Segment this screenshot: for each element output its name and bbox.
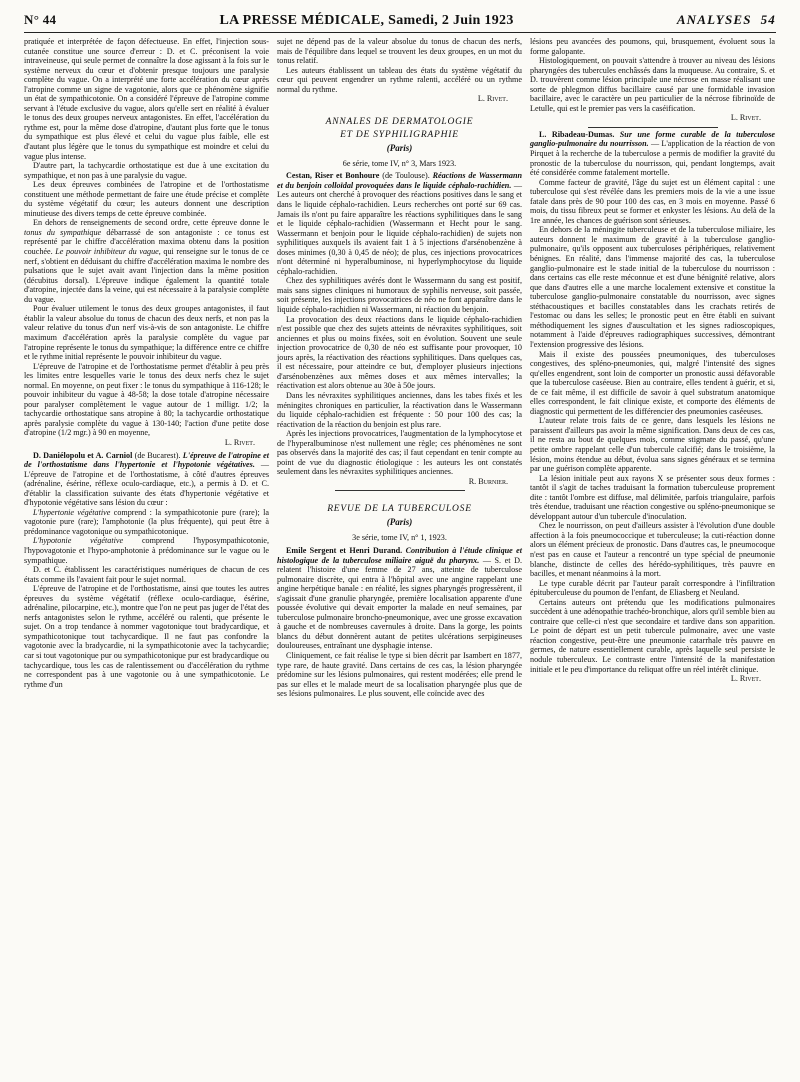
signature: L. Rivet. [730, 113, 761, 123]
paragraph: En dehors de la méningite tuberculeuse et de la tuberculose miliaire, les auteurs donnent le maximum de gravité à la tuberculose ganglio-pulmonaire, qu'ils opposent aux tuberculoses périphériques, relativement bénignes. En réalité, dans l'immense majorité des cas, la tuberculose ganglio-pulmonaire est le stade initial de la tuberculose du nourrisson : dans certains cas elle reste méconnue et est d'une bénignité relative, alors que dans d'autres elle a une marche localement extensive et constitue la tuberculose ganglio-pulmonaire constatable du nourrisson, avec signes stéthacoustiques et bacilles constatables dans les crachats retirés de l'estomac ou dans les selles; le pronostic peut en être établi en suivant méthodiquement les signes d'auscultation et les signes radioscopiques, notamment à l'aide d'épreuves radiographiques successives, démontrant l'extension progressive des lésions. [530, 225, 775, 349]
paragraph: Histologiquement, on pouvait s'attendre à trouver au niveau des lésions pharyngées des tubercules enchâssés dans la muqueuse. Au contraire, S. et D. trouvèrent comme lésion principale une nécrose en masse réalisant une sorte de phlegmon diffus bacillaire causé par une formidable invasion bacillaire, avec le caractère un peu particulier de la nécrose fibrinoïde de Letulle, qui est le premier pas vers la caséification. [530, 56, 775, 113]
paragraph: sujet ne dépend pas de la valeur absolue du tonus de chacun des nerfs, mais de l'équilibre dans lequel se trouvent les deux groupes, en un mot du tonus relatif. [277, 37, 522, 66]
article-authors: D. Daniélopolu et A. Carniol [33, 450, 133, 460]
article-abstract [24, 451, 269, 508]
paragraph: La lésion initiale peut aux rayons X se présenter sous deux formes : tantôt il s'agit de taches traduisant la formation tuberculeuse proprement dite : tantôt l'ombre est diffuse, mal délimitée, parfois triangulaire, parfois très étendue, traduisant une réaction congestive ou spléno-pneumonique se développant autour d'un tubercule d'inoculation. [530, 473, 775, 521]
article-title: L'épreuve de l'atropine et de l'orthostatisme dans l'hypertonie et l'hypotonie végétatives. [24, 450, 269, 470]
paragraph [24, 218, 269, 304]
journal-section-heading [277, 503, 522, 529]
paragraph: Dans les névraxites syphilitiques anciennes, dans les tabes fixés et les méningites chroniques en particulier, la réactivation dans le Wassermann du liquide céphalo-rachidien est fréquente : 50 pour 100 des cas; la réactivation de la réaction du benjoin est plus rare. [277, 390, 522, 429]
paragraph: Le type curable décrit par l'auteur paraît correspondre à l'infiltration épituberculeuse du poumon de l'enfant, de Eliasberg et Neuland. [530, 578, 775, 598]
article-abstract [530, 130, 775, 178]
issue-reference: 6e série, tome IV, n° 3, Mars 1923. [342, 158, 457, 168]
author-place: (de Bucarest). [132, 450, 183, 460]
paragraph: Chez le nourrisson, on peut d'ailleurs assister à l'évolution d'une double affection à la fois pneumococcique et tuberculeuse; la cuti-réaction donne alors un élément précieux de pronostic. Dans d'autres cas, le pneumocoque n'est pas en cause et l'auteur a rencontré un type spécial de pneumonie blanche, distincte de celles des hérédo-syphilitiques, très pauvre en bacilles, et menant néanmoins à la mort. [530, 521, 775, 579]
paragraph: L'épreuve de l'atropine et de l'orthostatisme, ainsi que toutes les autres épreuves du système végétatif (réflexe oculo-cardiaque, ésérine, adrénaline, pilocarpine, etc.), montre que l'on ne peut pas juger de l'état des nerfs antagonistes selon le rythme, accéléré ou ralenti, que présente le sujet. On a trop tendance à nommer vagotonique tout bradycardique, et sympathicotonique tout tachycardique. Il ne faut pas confondre la vagotonie avec la bradycardie, ni la sympathicotonie avec la tachycardie; car si tout vagotonique pur ou sympathicotonique pur est bradycardique ou tachycardique, tous les cas de ralentissement ou d'accélération du rythme ne correspondent pas à une vagotonie ou à une sympathicotonie. Le rythme d'un [24, 584, 269, 689]
signature: L. Rivet. [224, 437, 255, 447]
text-run: comprend : la sympathicotonie pure (rare); la vagotonie pure (rare); l'amphotonie (la plus fréquente), qui peut être à prédominance vagotonique ou sympathicotonique. [24, 507, 269, 536]
italic-term: Le pouvoir inhibiteur du vague [55, 247, 159, 257]
article-authors: Emile Sergent et Henri Durand. [286, 545, 403, 555]
page-number: 54 [760, 12, 776, 27]
paragraph: Pour évaluer utilement le tonus des deux groupes antagonistes, il faut établir la valeur absolue du tonus de chacun des deux nerfs, et non pas la valeur relative du tonus d'un nerf vis-à-vis de son antagoniste. Le chiffre maximum d'accélération après la paralysie complète du vague par l'atropine représente le tonus du sympathique; la différence entre ce chiffre et le rythme initial représente le pouvoir inhibiteur du vague. [24, 304, 269, 362]
paragraph: Chez des syphilitiques avérés dont le Wassermann du sang est positif, mais sans signes cliniques ni humoraux de syphilis nerveuse, soit passée, soit présente, les injections provocatrices de néo ne font apparaître dans le liquide céphalo-rachidien ni Wassermann, ni réaction du benjoin. [277, 276, 522, 315]
paragraph: Comme facteur de gravité, l'âge du sujet est un élément capital : une tuberculose qui s'est révélée dans les premiers mois de la vie a une issue fatale dans près de 90 pour 100 des cas, en 3 mois en moyenne. Passé 6 mois, du tissu fibreux peut se former et enkyster les lésions. Au delà de la 1re année, les chances de guérison sont sérieuses. [530, 177, 775, 225]
text-run: comprend l'hyposympathicotonie, l'hypovagotonie et l'hypo-amphotonie à prédominance sur le vague ou le sympathique. [24, 536, 269, 565]
italic-term: L'hypertonie végétative [33, 507, 111, 517]
signature: L. Rivet. [477, 94, 508, 104]
paragraph: Mais il existe des poussées pneumoniques, des tuberculoses congestives, des spléno-pneumonies, qui, malgré l'intensité des signes qu'elles engendrent, sont loin de comporter un pronostic aussi défavorable que la tuberculose caséeuse. Bien au contraire, elles tendent à guérir, et si, de ce fait même, il est difficile de savoir à quel substratum anatomique elles correspondent, le fait clinique existe, et comporte des éléments de diagnostic qui permettent de les différencier des pneumonies caséeuses. [530, 349, 775, 416]
paragraph: Les auteurs établissent un tableau des états du système végétatif du cœur qui peuvent engendrer un rythme ralenti, accéléré ou un rythme normal du rythme. [277, 65, 522, 94]
article-title: Contribution à l'étude clinique et histologique de la tuberculose miliaire aiguë du pharynx. [277, 545, 522, 565]
issue-number: N° 44 [24, 12, 57, 27]
section-journal-name: REVUE DE LA TUBERCULOSE [327, 504, 472, 515]
text-columns [24, 37, 776, 699]
article-authors: L. Ribadeau-Dumas. [539, 129, 615, 139]
paragraph: pratiquée et interprétée de façon défectueuse. En effet, l'injection sous-cutanée constitue une source d'erreur : D. et C. préconisent la voie intraveineuse, qui seule permet de connaître la dose agissant à la fois sur le système nerveux du cœur et d'obtenir presque toujours une paralysie complète du vague. On a interprété une forte accélération du cœur après l'atropine comme un signe de vagotonie, alors que ce phénomène signifie un état de sympathicotonie. On a considéré l'épreuve de l'atropine comme servant à l'étude exclusive du vague, alors qu'elle sert en réalité à évaluer le tonus des deux groupes nerveux antagonistes. En effet, l'accélération du rythme est, pour la même dose d'atropine, d'autant plus forte que le tonus du sympathique est plus élevé et celui du vague plus faible, elle est d'autant plus légère que le tonus du sympathique est moindre et celui du vague plus intense. [24, 37, 269, 161]
section-divider [335, 490, 465, 491]
paragraph: lésions peu avancées des poumons, qui, brusquement, évoluent sous la forme galopante. [530, 37, 775, 56]
paragraph [24, 536, 269, 565]
text-run: — L'épreuve de l'atropine et de l'orthostatisme, à côté d'autres épreuves (adrénaline, ésérine, réflexe oculo-cardiaque, etc.), a permis à D. et C. d'établir la classification suivante des états d'hypertonie végétative et d'hypotonie végétative sans lésion du cœur : [24, 460, 269, 508]
journal-section-heading [277, 116, 522, 155]
paragraph: L'épreuve de l'atropine et de l'orthostatisme permet d'établir à peu près les limites entre lesquelles varie le tonus des deux nerfs chez le sujet normal. En moyenne, on peut fixer : le tonus du sympathique à 116-128; le pouvoir inhibiteur du vague à 48-58; la dose totale d'atropine nécessaire pour paralyser complètement le vague autour de 1 milligr. 1/2; la tachycardie orthostatique sans atropine à 80; la tachycardie orthostatique après paralysie complète du vague à 130-140; l'action d'une petite dose d'atropine (1/2 mgr.) à 90 en moyenne, [24, 361, 269, 438]
journal-title: LA PRESSE MÉDICALE, Samedi, 2 Juin 1923 [219, 13, 514, 28]
article-title: Sur une forme curable de la tuberculose ganglio-pulmonaire du nourrisson. [530, 129, 775, 149]
article-abstract [277, 546, 522, 651]
article-abstract [277, 171, 522, 276]
italic-term: L'hypotonie végétative [33, 536, 124, 546]
paragraph: L'auteur relate trois faits de ce genre, dans lesquels les lésions ne paraissent d'ailleurs pas avoir la même signification. Dans deux de ces cas, il ne resta au bout de quelques mois, comme stigmate du passé, qu'une petite ombre rappelant celle d'un tubercule calcifié; dans le troisième, la lésion, moins étendue au début, évolua sans signes généraux et se termina par une guérison complète apparente. [530, 416, 775, 474]
section-journal-name-cont: ET DE SYPHILIGRAPHIE [340, 129, 459, 140]
article-divider [588, 127, 718, 128]
text-run: — L'application de la réaction de von Pirquet à la recherche de la tuberculose a permis de modifier la gravité du pronostic de la tuberculose du nourrisson, qui, pendant longtemps, avait été considérée comme fatalement mortelle. [530, 139, 775, 178]
paragraph: D. et C. établissent les caractéristiques numériques de chacun de ces états comme ils l'avaient fait pour le sujet normal. [24, 565, 269, 584]
text-run: — Les auteurs ont cherché à provoquer des réactions positives dans le sang et dans le liquide céphalo-rachidien. Leurs recherches ont porté sur 69 cas. Jamais ils n'ont pu faire apparaître les réactions syphilitiques dans le sang et le liquide céphalo-rachidien (Wassermann et Hecht pour le sang. Wassermann et benjoin pour le liquide céphalo-rachidien) de sujets non syphilitiques auxquels ils avaient fait 1 à 5 injections d'arsénobenzène à doses minimes (0,30 à 0,45 de néo); de plus, ces injections provocatrices n'ont déterminé ni hyperalbuminose, ni hyperlymphocytose du liquide céphalo-rachidien. [277, 180, 523, 276]
paragraph [24, 508, 269, 537]
column-left [24, 37, 269, 699]
article-title: Réactions de Wassermann et du benjoin colloïdal provoquées dans le liquide céphalo-rachidien. [277, 171, 522, 190]
column-middle [277, 37, 522, 699]
text-run: — S. et D. relatent l'histoire d'une femme de 27 ans, atteinte de tuberculose pulmonaire discrète, qui entra à l'hôpital avec une angine rappelant une angine herpétique banale : en réalité, les signes pharyngés progressèrent, il s'agissait d'une granulie pharyngée, première localisation apparente d'une poussée évolutive qui devait emporter la malade en neuf semaines, par tuberculose pulmonaire broncho-pneumonique, avec une grosse excavation à gauche et de nombreuses cavernules à droite. Dans la gorge, les points blancs du début donnèrent autant de petites ulcérations serpigineuses douloureuses, entraînant une dysphagie intense. [277, 555, 523, 651]
section-title [677, 12, 776, 28]
text-run: En dehors de renseignements de second ordre, cette épreuve donne le [33, 218, 269, 228]
section-city: (Paris) [386, 517, 413, 528]
italic-term: tonus du sympathique [24, 227, 102, 237]
paragraph: Cliniquement, ce fait réalise le type si bien décrit par Isambert en 1877, type rare, de haute gravité. Dans certains de ces cas, la lésion pharyngée prédomine sur les lésions pulmonaires, qui restent modérées; elle prend le pas sur elles et le malade meurt de sa localisation pharyngée plus que de ses lésions pulmonaires. Le plus souvent, elle coïncide avec des [277, 650, 522, 699]
signature: L. Rivet. [730, 674, 761, 684]
article-authors: Cestan, Riser et Bonhoure [286, 171, 380, 181]
paragraph: D'autre part, la tachycardie orthostatique est due à une excitation du sympathique, et non pas à une paralysie du vague. [24, 161, 269, 180]
author-place: (de Toulouse). [379, 171, 433, 181]
paragraph: Les deux épreuves combinées de l'atropine et de l'orthostatisme constituent une méthode permettant de faire une étude précise et complète du système végétatif du cœur; les auteurs donnent une description minutieuse des divers temps de cette épreuve combinée. [24, 180, 269, 218]
column-right [530, 37, 775, 699]
issue-reference: 3e série, tome IV, n° 1, 1923. [352, 533, 447, 543]
section-journal-name: ANNALES DE DERMATOLOGIE [325, 116, 474, 127]
section-city: (Paris) [386, 142, 413, 153]
paragraph: La provocation des deux réactions dans le liquide céphalo-rachidien n'est possible que chez des sujets atteints de névraxites syphilitiques, soit anciennes et plus ou moins fixées, soit en évolution. Souvent une seule injection provocatrice de 0,30 de néo est suffisante pour provoquer, 10 jours après, la réactivation des réactions syphilitiques. Dans quelques cas, il est nécessaire, pour atteindre ce but, d'employer plusieurs injections d'arsénobenzènes aux mêmes doses et aux mêmes intervalles; la réactivation est alors obtenue au 30e à 50e jours. [277, 314, 522, 391]
paragraph: Après les injections provocatrices, l'augmentation de la lymphocytose et de l'hyperalbuminose n'est nullement une règle; ces phénomènes ne sont pas observés dans la majorité des cas; il faut cependant en tenir compte au point de vue du diagnostic étiologique : les auteurs les ont constatés seulement dans les névraxites syphilitiques anciennes. [277, 429, 522, 477]
paragraph: Certains auteurs ont prétendu que les modifications pulmonaires succèdent à une adénopathie trachéo-bronchique, alors qu'il semble bien au contraire que celle-ci n'est que secondaire et tardive dans son apparition. Le point de départ est un petit tubercule pulmonaire, avec une vaste réaction congestive, peut-être une pneumonie catarrhale très pauvre en germes, de nature essentiellement curable, après laquelle seul persiste le nodule tuberculeux. Le contraste entre l'intensité de la manifestation initiale et le peu d'importance du reliquat offre un réel intérêt clinique. [530, 597, 775, 674]
text-run: , qui renseigne sur le tonus de ce nerf, s'obtient en déduisant du chiffre d'accélération maxima le nombre des pulsations que le sujet avait avant l'injection dans la même position (décubitus dorsal). L'épreuve indique également la quantité totale d'atropine, injectée dans la veine, qui est nécessaire à la paralysie complète du vague. [24, 247, 269, 304]
signature: R. Burnier. [468, 476, 508, 486]
page-header [24, 12, 776, 33]
section-name: ANALYSES [676, 12, 752, 27]
text-run: débarrassé de son antagoniste : ce tonus est représenté par le chiffre d'accélération maxima obtenu dans la position couchée. [24, 227, 269, 257]
